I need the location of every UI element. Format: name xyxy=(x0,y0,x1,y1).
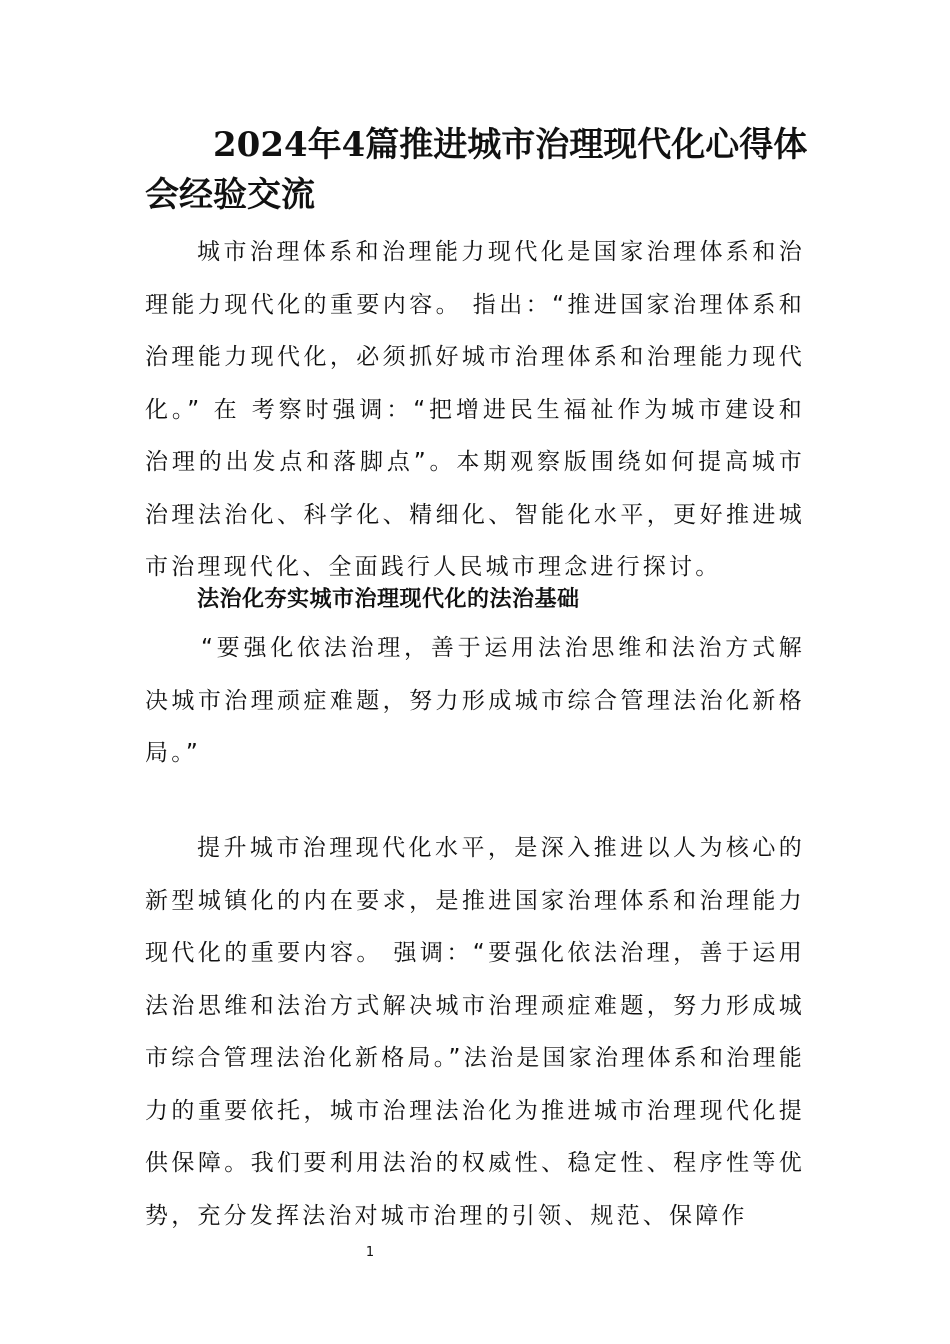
quote-paragraph: “要强化依法治理，善于运用法治思维和法治方式解决城市治理顽症难题，努力形成城市综合管理法治化新格局。” xyxy=(145,635,805,766)
body-paragraph: 提升城市治理现代化水平，是深入推进以人为核心的新型城镇化的内在要求，是推进国家治理体系和治理能力现代化的重要内容。 强调：“要强化依法治理，善于运用法治思维和法治方式解决城市治理顽症难题，努力形成城市综合管理法治化新格局。”法治是国家治理体系和治理能力的重要依托，城市治理法治化为推进城市治理现代化提供保障。我们要利用法治的权威性、稳定性、程序性等优势，充分发挥法治对城市治理的引领、规范、保障作 xyxy=(145,835,805,1229)
document-title: 2024年4篇推进城市治理现代化心得体会经验交流 xyxy=(145,125,808,215)
intro-paragraph: 城市治理体系和治理能力现代化是国家治理体系和治理能力现代化的重要内容。 指出：“推进国家治理体系和治理能力现代化，必须抓好城市治理体系和治理能力现代化。” 在 考察时强调：“把增进民生福祉作为城市建设和治理的出发点和落脚点”。本期观察版围绕如何提高城市治理法治化、科学化、精细化、智能化水平，更好推进城市治理现代化、全面践行人民城市理念进行探讨。 xyxy=(145,239,805,580)
page-number: 1 xyxy=(365,1245,375,1260)
section-heading: 法治化夯实城市治理现代化的法治基础 xyxy=(197,587,580,612)
